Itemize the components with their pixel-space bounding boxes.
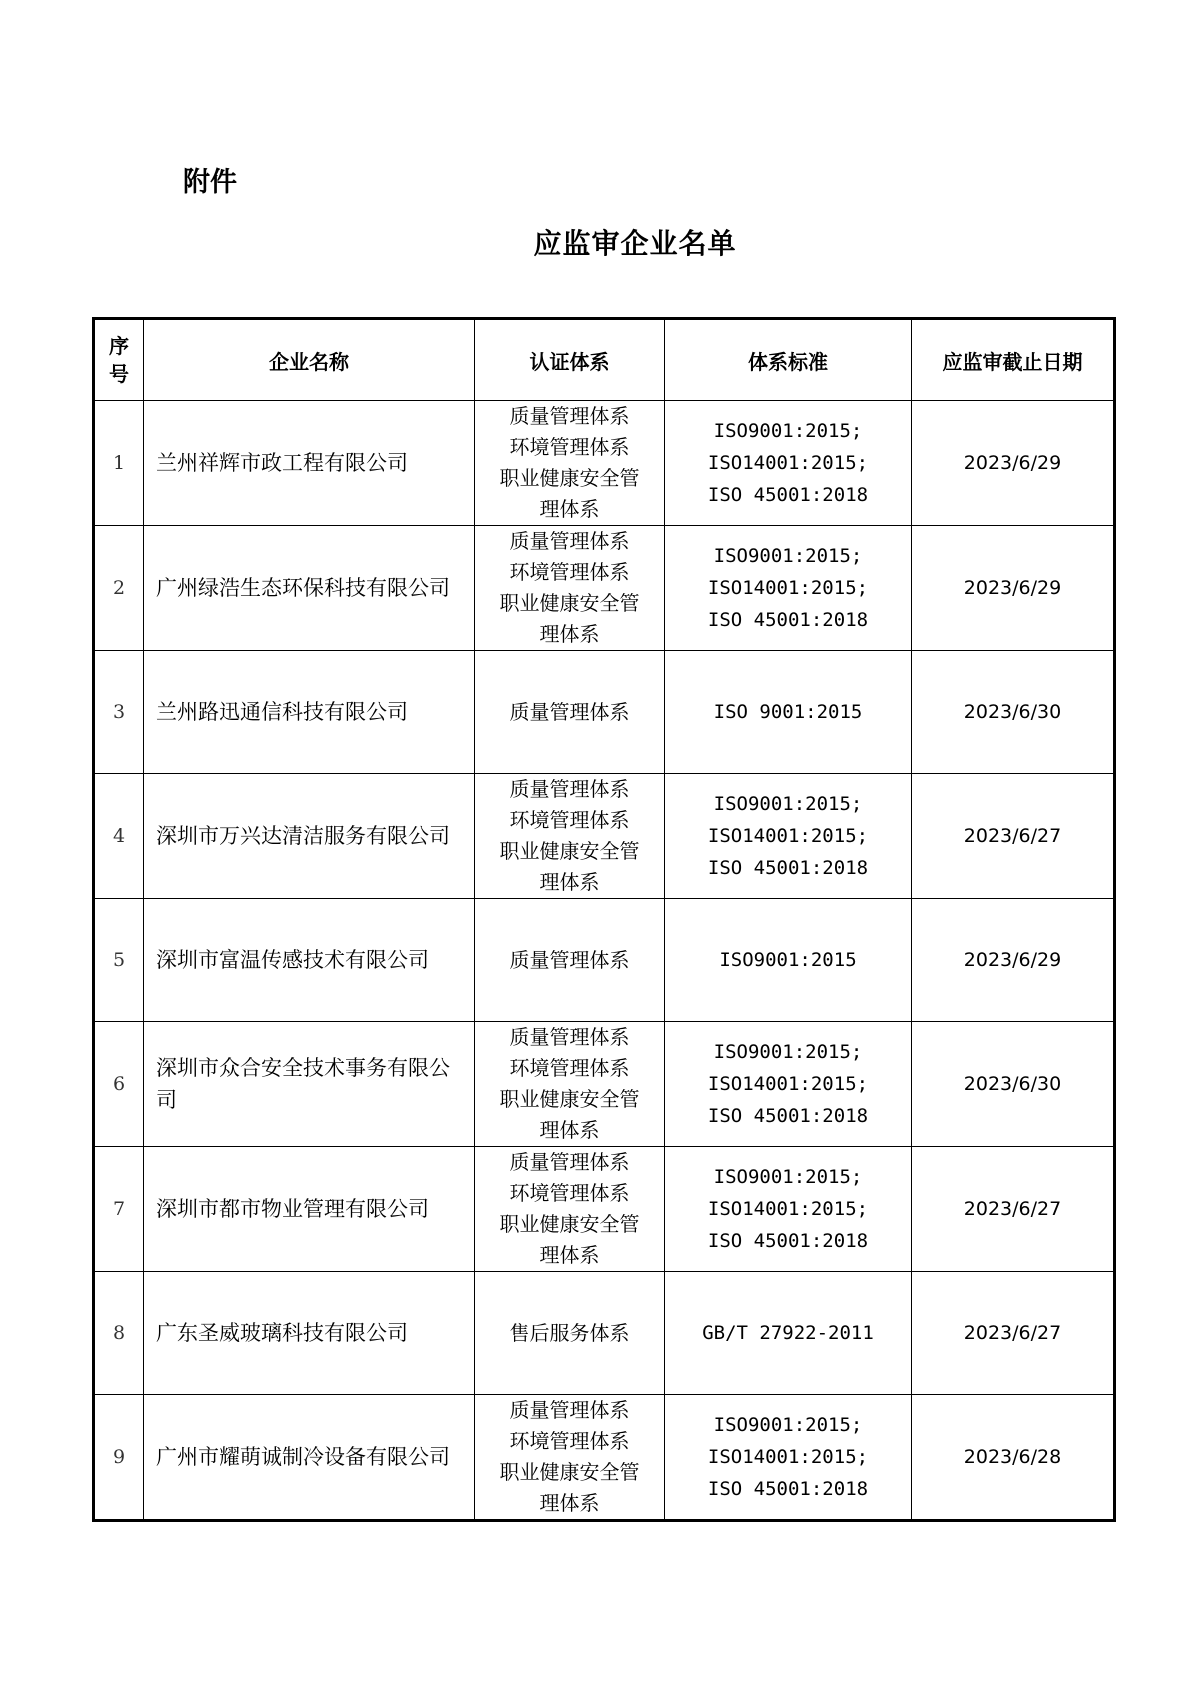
- row-index: 3: [94, 651, 144, 774]
- cert-system-line: 环境管理体系: [509, 435, 630, 459]
- table-row: [94, 1272, 1115, 1395]
- standard-line: ISO9001:2015;: [713, 545, 863, 567]
- standard: [665, 526, 912, 651]
- header-cert-system: 认证体系: [475, 319, 665, 401]
- cert-system-line: 环境管理体系: [509, 808, 630, 832]
- cert-system: [475, 1022, 665, 1147]
- standard-line: ISO 45001:2018: [707, 1478, 869, 1500]
- cert-system-line: 理体系: [539, 870, 600, 894]
- standard-line: ISO9001:2015;: [713, 420, 863, 442]
- cert-system-line: 质量管理体系: [509, 1150, 630, 1174]
- standard: [665, 1147, 912, 1272]
- company-name: 广州市耀萌诚制冷设备有限公司: [144, 1395, 475, 1521]
- cert-system-line: 环境管理体系: [509, 1181, 630, 1205]
- cert-system: [475, 651, 665, 774]
- company-name: 兰州路迅通信科技有限公司: [144, 651, 475, 774]
- enterprise-table: [92, 317, 1116, 1522]
- cert-system: [475, 1147, 665, 1272]
- table-row: [94, 401, 1115, 526]
- table-row: [94, 1022, 1115, 1147]
- row-index: 2: [94, 526, 144, 651]
- deadline-date: 2023/6/29: [912, 401, 1115, 526]
- page-title: 应监审企业名单: [533, 227, 737, 260]
- cert-system: [475, 1272, 665, 1395]
- table-row: [94, 1147, 1115, 1272]
- cert-system-line: 职业健康安全管: [499, 466, 640, 490]
- cert-system-line: 售后服务体系: [509, 1320, 630, 1345]
- cert-system-line: 理体系: [539, 1243, 600, 1267]
- standard-line: ISO14001:2015;: [707, 1073, 869, 1095]
- standard-line: ISO14001:2015;: [707, 452, 869, 474]
- standard-line: ISO 45001:2018: [707, 1230, 869, 1252]
- cert-system: [475, 899, 665, 1022]
- row-index: 4: [94, 774, 144, 899]
- table-row: [94, 899, 1115, 1022]
- row-index: 8: [94, 1272, 144, 1395]
- cert-system-line: 环境管理体系: [509, 1429, 630, 1453]
- deadline-date: 2023/6/30: [912, 1022, 1115, 1147]
- cert-system-line: 质量管理体系: [509, 777, 630, 801]
- deadline-date: 2023/6/29: [912, 526, 1115, 651]
- company-name: 兰州祥辉市政工程有限公司: [144, 401, 475, 526]
- cert-system-line: 环境管理体系: [509, 560, 630, 584]
- table-row: [94, 526, 1115, 651]
- standard-line: ISO 45001:2018: [707, 484, 869, 506]
- standard-line: ISO14001:2015;: [707, 1198, 869, 1220]
- cert-system: [475, 1395, 665, 1521]
- cert-system: [475, 774, 665, 899]
- header-standard: 体系标准: [665, 319, 912, 401]
- company-name: 深圳市都市物业管理有限公司: [144, 1147, 475, 1272]
- cert-system: [475, 526, 665, 651]
- standard-line: ISO9001:2015;: [713, 1414, 863, 1436]
- deadline-date: 2023/6/27: [912, 1147, 1115, 1272]
- cert-system-line: 职业健康安全管: [499, 1460, 640, 1484]
- table-row: [94, 651, 1115, 774]
- attachment-label: 附件: [183, 167, 237, 198]
- standard-line: ISO 45001:2018: [707, 609, 869, 631]
- standard: [665, 1022, 912, 1147]
- deadline-date: 2023/6/27: [912, 774, 1115, 899]
- row-index: 6: [94, 1022, 144, 1147]
- deadline-date: 2023/6/27: [912, 1272, 1115, 1395]
- company-name: 广州绿浩生态环保科技有限公司: [144, 526, 475, 651]
- cert-system-line: 理体系: [539, 622, 600, 646]
- standard-line: GB/T 27922-2011: [702, 1322, 874, 1344]
- cert-system-line: 质量管理体系: [509, 699, 630, 724]
- standard: [665, 1395, 912, 1521]
- deadline-date: 2023/6/28: [912, 1395, 1115, 1521]
- table-row: [94, 774, 1115, 899]
- standard-line: ISO9001:2015: [719, 949, 857, 971]
- header-deadline: 应监审截止日期: [912, 319, 1115, 401]
- cert-system-line: 理体系: [539, 1118, 600, 1142]
- standard: [665, 1272, 912, 1395]
- header-index: 序号: [94, 319, 144, 401]
- row-index: 1: [94, 401, 144, 526]
- cert-system-line: 职业健康安全管: [499, 1212, 640, 1236]
- cert-system-line: 质量管理体系: [509, 529, 630, 553]
- standard-line: ISO 9001:2015: [713, 701, 863, 723]
- row-index: 9: [94, 1395, 144, 1521]
- standard: [665, 401, 912, 526]
- cert-system-line: 质量管理体系: [509, 1025, 630, 1049]
- table-row: [94, 1395, 1115, 1521]
- row-index: 5: [94, 899, 144, 1022]
- company-name: 深圳市万兴达清洁服务有限公司: [144, 774, 475, 899]
- cert-system-line: 职业健康安全管: [499, 839, 640, 863]
- cert-system-line: 理体系: [539, 497, 600, 521]
- cert-system-line: 质量管理体系: [509, 947, 630, 972]
- cert-system-line: 质量管理体系: [509, 404, 630, 428]
- cert-system-line: 环境管理体系: [509, 1056, 630, 1080]
- standard-line: ISO14001:2015;: [707, 825, 869, 847]
- company-name: 深圳市富温传感技术有限公司: [144, 899, 475, 1022]
- cert-system: [475, 401, 665, 526]
- standard-line: ISO 45001:2018: [707, 1105, 869, 1127]
- cert-system-line: 理体系: [539, 1491, 600, 1515]
- header-company-name: 企业名称: [144, 319, 475, 401]
- deadline-date: 2023/6/29: [912, 899, 1115, 1022]
- standard-line: ISO 45001:2018: [707, 857, 869, 879]
- standard: [665, 774, 912, 899]
- standard-line: ISO14001:2015;: [707, 1446, 869, 1468]
- standard-line: ISO9001:2015;: [713, 793, 863, 815]
- standard-line: ISO9001:2015;: [713, 1166, 863, 1188]
- standard: [665, 651, 912, 774]
- deadline-date: 2023/6/30: [912, 651, 1115, 774]
- cert-system-line: 职业健康安全管: [499, 1087, 640, 1111]
- standard-line: ISO9001:2015;: [713, 1041, 863, 1063]
- table-header-row: [94, 319, 1115, 401]
- cert-system-line: 职业健康安全管: [499, 591, 640, 615]
- company-name: 广东圣威玻璃科技有限公司: [144, 1272, 475, 1395]
- company-name: 深圳市众合安全技术事务有限公司: [144, 1022, 475, 1147]
- standard: [665, 899, 912, 1022]
- standard-line: ISO14001:2015;: [707, 577, 869, 599]
- row-index: 7: [94, 1147, 144, 1272]
- cert-system-line: 质量管理体系: [509, 1398, 630, 1422]
